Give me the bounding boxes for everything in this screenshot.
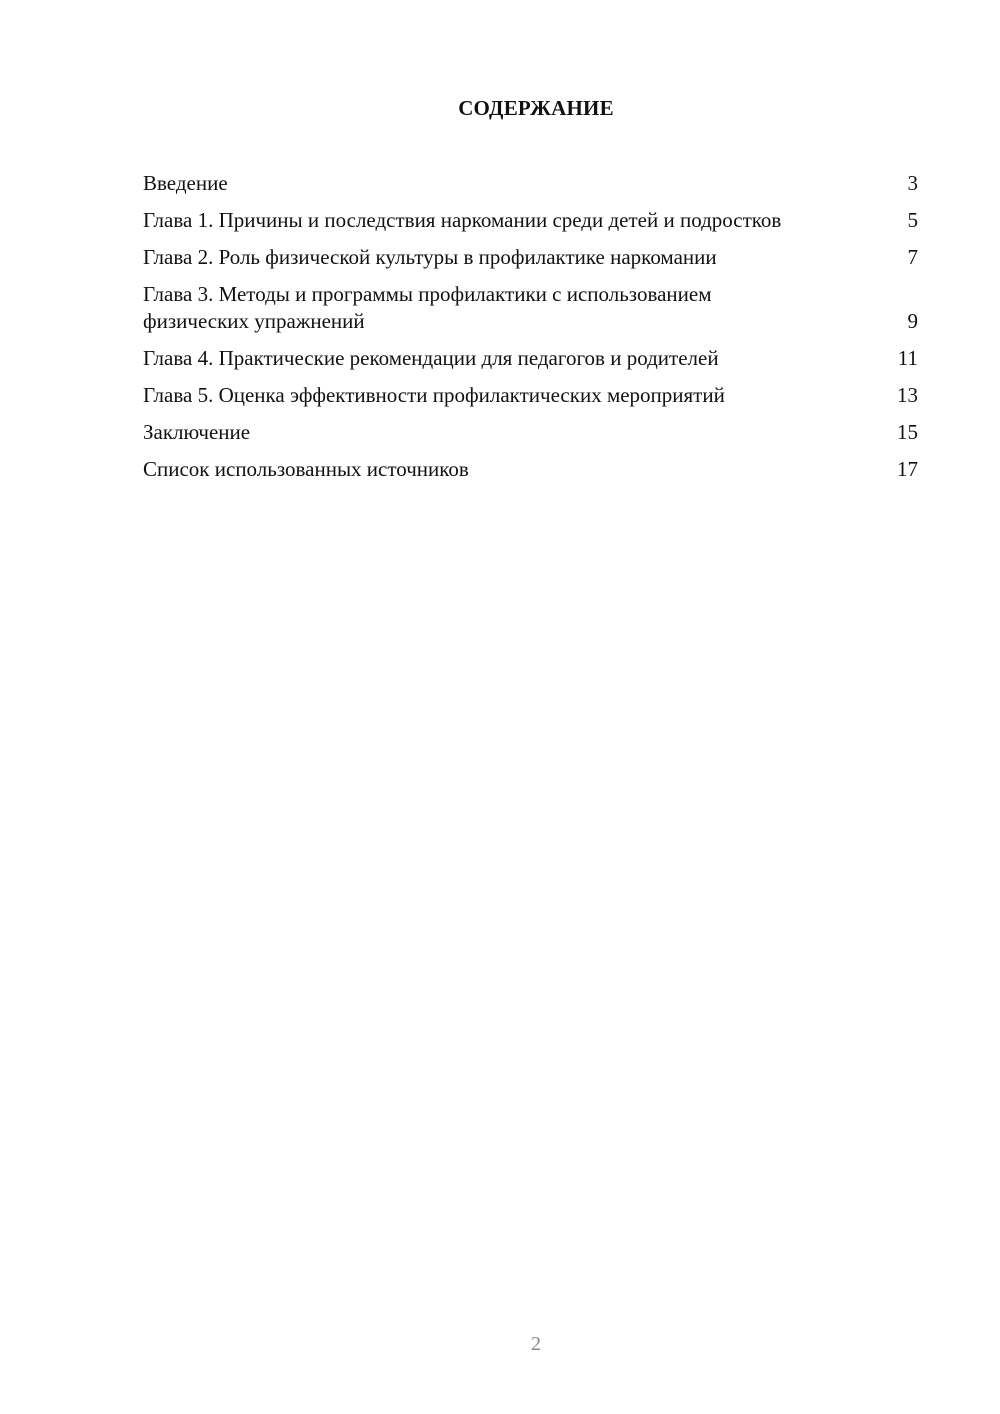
toc-entry-chapter-5 xyxy=(143,382,918,409)
toc-entry-conclusion xyxy=(143,419,918,446)
toc-entry-page: 3 xyxy=(907,171,918,195)
toc-entry-text: Глава 2. Роль физической культуры в профилактике наркомании xyxy=(143,245,717,269)
page-number: 2 xyxy=(531,1333,541,1355)
toc-entry-page: 11 xyxy=(897,346,918,370)
toc-entry-page: 7 xyxy=(907,245,918,269)
table-of-contents xyxy=(143,170,918,483)
toc-entry-chapter-2 xyxy=(143,244,918,271)
toc-entry-references xyxy=(143,456,918,483)
toc-entry-text: Список использованных источников xyxy=(143,457,469,481)
page-title: СОДЕРЖАНИЕ xyxy=(458,96,614,120)
toc-entry-chapter-1 xyxy=(143,207,918,234)
toc-entry-introduction xyxy=(143,170,918,197)
toc-entry-chapter-3 xyxy=(143,281,918,335)
toc-entry-text: Глава 1. Причины и последствия наркомании среди детей и подростков xyxy=(143,208,782,232)
toc-entry-text: Введение xyxy=(143,171,228,195)
toc-entry-text: Глава 4. Практические рекомендации для педагогов и родителей xyxy=(143,346,719,370)
toc-entry-page: 13 xyxy=(897,383,918,407)
toc-entry-page: 9 xyxy=(907,309,918,333)
toc-entry-text: Заключение xyxy=(143,420,251,444)
toc-entry-chapter-4 xyxy=(143,345,918,372)
toc-entry-page: 15 xyxy=(897,420,918,444)
toc-entry-text: Глава 5. Оценка эффективности профилактических мероприятий xyxy=(143,383,725,407)
toc-entry-page: 5 xyxy=(907,208,918,232)
toc-entry-page: 17 xyxy=(897,457,918,481)
toc-entry-text: Глава 3. Методы и программы профилактики с использованием физических упражнений xyxy=(143,282,712,333)
